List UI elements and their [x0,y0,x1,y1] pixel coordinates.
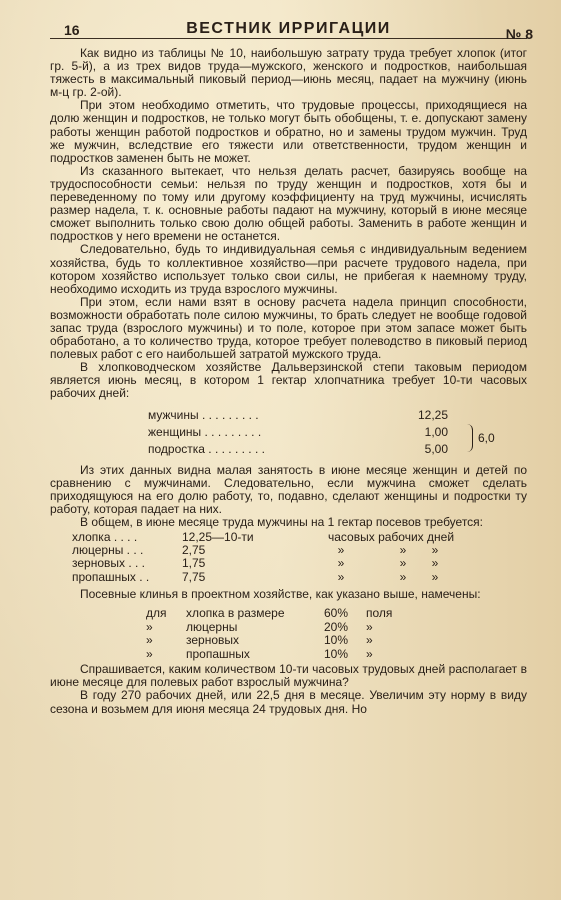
page-number: 16 [64,22,80,38]
workers-value: 5,00 [424,441,448,456]
paragraph-9: Посевные клинья в проектном хозяйстве, как указано выше, намечены: [80,586,481,601]
share-percent: 10% [323,633,349,648]
ditto-mark: » [431,543,439,558]
unit-days: дней [427,530,455,544]
paragraph-2: При этом необходимо отметить, что трудовые процессы, приходящиеся на долю женщин и подростков, не только могут быть обобщены, т. е. допускают замену работы женщин работой подростков и обратно, но и замены трудом мужчин. Труд же мужчин, вследствие его тяжести или ответственности, трудом женщин и подростков заменен быть не может. [50,98,527,165]
share-row [146,607,527,621]
paragraph-4: Следовательно, будь то индивидуальная семья с индивидуальным ведением хозяйства, будь то коллективное хозяйство—при расчете трудового надела, при котором хозяйство использует только свои силы, не прибегая к наемному труду, необходимо исходить из труда взрослого мужчины. [50,242,527,296]
share-prefix: для [146,605,167,620]
labor-requirements-table [72,531,527,584]
crop-name: пропашных . . [72,569,150,584]
share-crop: люцерны [186,619,238,634]
share-row [146,634,527,648]
ditto-mark: » [431,556,439,571]
combined-value: 6,0 [478,430,495,445]
share-suffix: » [366,646,373,661]
workers-value: 12,25 [417,407,448,422]
paragraph-3: Из сказанного вытекает, что нельзя делать расчет, базируясь вообще на трудоспособности семьи: нельзя по труду женщин и подростков, хотя бы и переведенному по тому или другому коэффициенту на труд мужчины, исчислять размер надела, т. к. основные работы падают на мужчину, который в июне месяце сможет выполнить только свою долю общей работы. Заменить в работе женщин и подростков у него времени не останется. [50,163,527,244]
share-percent: 60% [323,605,349,620]
share-row [146,648,527,662]
paragraph-7: Из этих данных видна малая занятость в июне месяце женщин и детей по сравнению с мужчинами. Следовательно, если мужчина сможет сделать приходящуюся на его долю работу, то, подавно, сделают женщины и подростки ту работу, которая падает на них. [50,462,527,516]
paragraph-10: Спрашивается, каким количеством 10-ти часовых трудовых дней располагает в июне месяце для полевых работ взрослый мужчина? [50,662,527,690]
share-row [146,621,527,635]
share-suffix: поля [366,605,393,620]
unit-working: рабочих [378,530,424,544]
share-suffix: » [366,619,373,634]
brace [466,424,473,452]
ditto-mark: » [399,543,407,558]
unit-hours: часовых [328,530,375,544]
workers-row [148,424,448,441]
requirement-row [72,571,527,584]
issue-number: № 8 [505,26,533,42]
paragraph-8: В общем, в июне месяце труда мужчины на 1 гектар посевов требуется: [80,514,484,529]
ditto-mark: » [399,556,407,571]
ditto-mark: » [399,569,407,584]
ditto-mark: » [337,543,345,558]
share-percent: 20% [323,619,349,634]
ditto-mark: » [337,569,345,584]
crop-amount: 7,75 [182,569,206,584]
workers-label: мужчины . . . . . . . . . [148,407,259,422]
paragraph-1: Как видно из таблицы № 10, наибольшую затрату труда требует хлопок (итог гр. 5-й), а из трех видов труда—мужского, женского и подростков, наибольшая тяжесть в максимальный пиковый период—июнь месяц, падает на мужчину (июнь м-ц гр. 2-ой). [50,46,527,100]
workers-row [148,407,448,424]
workers-label: подростка . . . . . . . . . [148,441,265,456]
share-prefix: » [146,619,153,634]
workers-table [148,407,527,458]
crop-name: зерновых . . . [72,556,146,571]
share-percent: 10% [323,646,349,661]
share-suffix: » [366,633,373,648]
share-prefix: » [146,633,153,648]
workers-label: женщины . . . . . . . . . [148,424,262,439]
crop-amount: 1,75 [182,556,206,571]
journal-title: ВЕСТНИК ИРРИГАЦИИ [186,20,391,37]
share-crop: хлопка в размере [186,605,285,620]
share-prefix: » [146,646,153,661]
share-crop: зерновых [186,633,240,648]
paragraph-11: В году 270 рабочих дней, или 22,5 дня в месяце. Увеличим эту норму в виду сезона и возьмем для июня месяца 24 трудовых дня. Но [50,688,527,716]
crop-amount: 2,75 [182,543,206,558]
paragraph-5: При этом, если нами взят в основу расчета надела принцип способности, возможности обработать поле силою мужчины, то брать следует не вообще годовой запас труда (взрослого мужчины) и то поле, которое при этом запасе может быть обработано, а то количество труда, которое требует полеводство в пиковый период полевых работ с его наибольшей затратой мужского труда. [50,294,527,362]
share-crop: пропашных [186,646,250,661]
paragraph-6: В хлопководческом хозяйстве Дальверзинской степи таковым периодом является июнь месяц, в котором 1 гектар хлопчатника требует 10-ти часовых рабочих дней: [50,360,527,401]
ditto-mark: » [337,556,345,571]
requirement-row [72,557,527,570]
workers-value: 1,00 [424,424,448,439]
page-header [50,16,533,42]
crop-amount: 12,25—10-ти [182,530,254,544]
crop-name: хлопка . . . . [72,530,138,544]
crop-shares-table [146,607,527,661]
crop-name: люцерны . . . [72,543,144,558]
ditto-mark: » [431,569,439,584]
